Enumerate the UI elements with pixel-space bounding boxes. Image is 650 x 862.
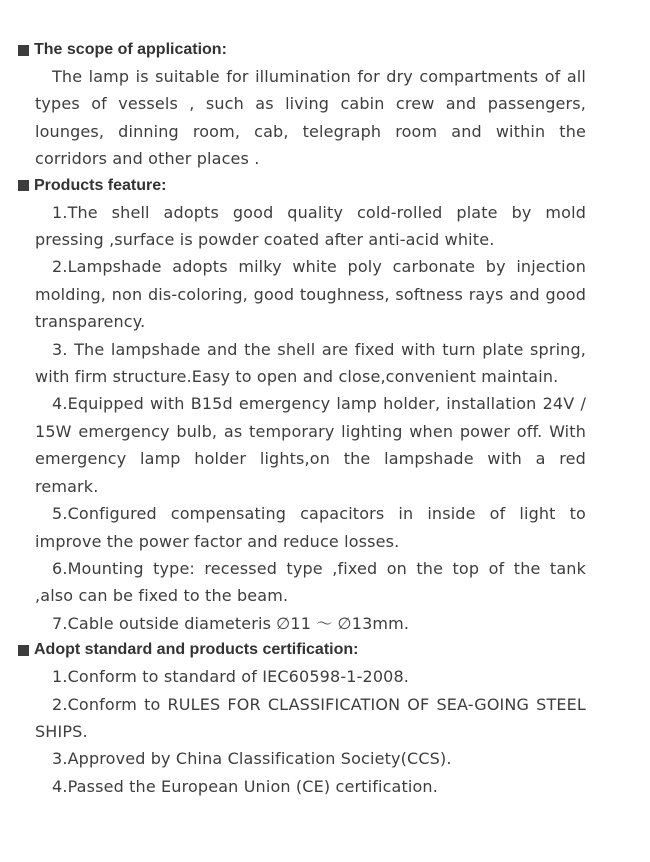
paragraph: 6.Mounting type: recessed type ,fixed on the top of the tank ,also can be fixed to the beam. xyxy=(35,558,586,606)
document-body xyxy=(18,37,586,800)
paragraph: 2.Lampshade adopts milky white poly carbonate by injection molding, non dis-coloring, good toughness, softness rays and good transparency. xyxy=(35,257,586,332)
paragraph: The lamp is suitable for illumination for dry compartments of all types of vessels , such as living cabin crew and passengers, lounges, dinning room, cab, telegraph room and within the corridors and other places . xyxy=(35,67,586,169)
paragraph: 2.Conform to RULES FOR CLASSIFICATION OF SEA-GOING STEEL SHIPS. xyxy=(35,694,586,741)
paragraph: 7.Cable outside diameteris ∅11 ～ ∅13mm. xyxy=(52,613,410,633)
section-heading xyxy=(18,37,586,63)
paragraph: 1.The shell adopts good quality cold-rolled plate by mold pressing ,surface is powder coated after anti-acid white. xyxy=(35,202,586,250)
section-title: Adopt standard and products certification: xyxy=(34,641,359,659)
section-title: Products feature: xyxy=(34,176,167,194)
section-standards xyxy=(18,637,586,800)
section-heading xyxy=(18,173,586,199)
section-heading xyxy=(18,637,586,663)
square-bullet-icon xyxy=(18,180,29,191)
section-title: The scope of application: xyxy=(34,41,227,58)
paragraph: 4.Equipped with B15d emergency lamp holder, installation 24V / 15W emergency bulb, as temporary lighting when power off. With emergency lamp holder lights,on the lampshade with a red remark. xyxy=(35,394,586,496)
paragraph: 3.Approved by China Classification Society(CCS). xyxy=(52,749,452,769)
square-bullet-icon xyxy=(18,45,29,56)
paragraph: 5.Configured compensating capacitors in inside of light to improve the power factor and reduce losses. xyxy=(35,504,586,551)
paragraph: 3. The lampshade and the shell are fixed with turn plate spring, with firm structure.Easy to open and close,convenient maintain. xyxy=(35,339,586,387)
section-features xyxy=(18,173,586,638)
square-bullet-icon xyxy=(18,645,29,656)
paragraph: 4.Passed the European Union (CE) certification. xyxy=(52,776,438,796)
paragraph: 1.Conform to standard of IEC60598-1-2008. xyxy=(52,667,410,687)
section-scope xyxy=(18,37,586,173)
